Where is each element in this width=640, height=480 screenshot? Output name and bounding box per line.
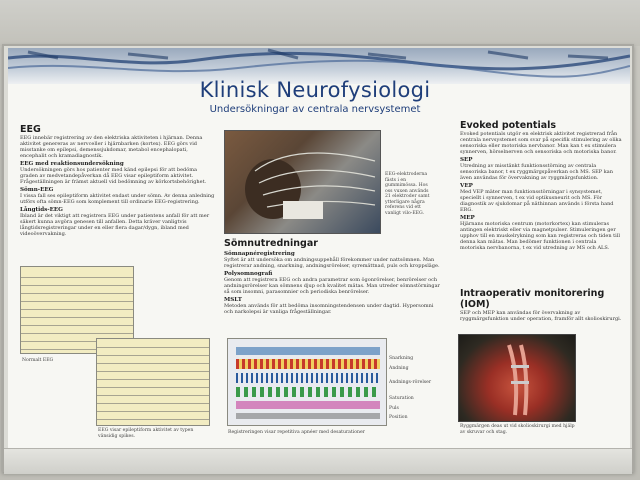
sep-heading: SEP — [460, 157, 473, 163]
middle-column — [224, 238, 440, 336]
frame-bottom-rail — [4, 448, 632, 474]
wall — [0, 0, 640, 46]
sleep-heading: Sömnutredningar — [224, 238, 318, 249]
long-term-eeg-text: Ibland är det viktigt att registrera EEG under patientens anfall för att mer säkert kunna avgöra genesen till anfallen. Detta kräver vanligtvis långtidsregistreringar under en eller flera dagar/dygn, ibland med videoövervakning. — [20, 213, 210, 237]
chart-label-0: Snarkning — [389, 356, 414, 361]
polysomnography-heading: Polysomnografi — [224, 271, 273, 277]
left-column — [20, 124, 215, 264]
chart-label-4: Puls — [389, 406, 399, 411]
vep-heading: VEP — [460, 183, 473, 189]
sep-text: Utredning av misstänkt funktionsstörning av centrala sensoriska banor, t ex ryggmärgspåverkan och MS. SEP kan även användas för övervakning av ryggmärgsfunktion. — [460, 163, 613, 181]
evoked-heading: Evoked potentials — [460, 120, 557, 131]
poster-subtitle: Undersökningar av centrala nervsystemet — [209, 104, 421, 115]
surgery-photo-caption: Ryggmärgen deas ut vid skolioskirurgi med hjälp av skruvar och stag. — [460, 424, 575, 435]
chart-label-5: Position — [389, 415, 408, 420]
iom-heading: Intraoperativ monitorering (IOM) — [460, 288, 605, 310]
iom-section — [460, 288, 622, 332]
sleep-eeg-heading: Sömn-EEG — [20, 187, 54, 193]
mep-text: Hjärnans motoriska centrum (motorkortex) kan stimuleras antingen elektriskt eller via magnetpulser. Stimuleringen ger upphov till en muskelrykning som kan registreras och tiden till denna kan mätas. Man bedömer funktionen i centrala motoriska nervbanorna, t ex vid utredning av MS och ALS. — [460, 221, 620, 251]
mslt-text: Metoden används för att bedöma insomningstendensen under dagtid. Hypersomni och narkolepsi är vanliga frågeställningar. — [224, 303, 434, 315]
polysomnography-text: Genom att registrera EEG och andra parametrar som ögonrörelser, benrörelser och andningsrörelser kan sömnens djup och kvalitet mätas. Man utreder sömnstörningar så som insomni, parasomnier och periodiska benrörelser. — [224, 277, 440, 295]
sleep-chart-caption: Registreringen visar repetitiva apnéer med desaturationer — [228, 430, 365, 435]
spike-eeg-figure — [96, 338, 210, 426]
chart-label-3: Saturation — [389, 396, 414, 401]
iom-text: SEP och MEP kan användas för övervakning av ryggmärgsfunktion under operation, framför allt skolioskirurgi. — [460, 310, 622, 322]
sleep-eeg-text: I vissa fall ses epileptiform aktivitet endast under sömn. Av denna anledning utförs ofta sömn-EEG som komplement till ordinarie EEG-registrering. — [20, 193, 215, 205]
spike-eeg-caption: EEG visar epileptiform aktivitet av typen vänsidig spikes. — [98, 428, 194, 439]
eeg-cap-photo — [224, 130, 381, 234]
eeg-reaction-heading: EEG med reaktionsundersökning — [20, 161, 124, 167]
mep-heading: MEP — [460, 215, 475, 221]
long-term-eeg-heading: Långtids-EEG — [20, 207, 63, 213]
normal-eeg-caption: Normalt EEG — [22, 358, 54, 363]
vep-text: Med VEP mäter man funktionsstörningar i synsystemet, speciellt i synnerven, t ex vid optikusneurit och MS. För diagnostik av sjukdomar på näthinnan används i första hand ERG. — [460, 189, 614, 213]
eeg-heading: EEG — [20, 124, 41, 135]
surgery-photo — [458, 334, 576, 422]
evoked-text: Evoked potentials utgör en elektrisk aktivitet registrerad från centrala nervsystemet som svar på specifik stimulering av olika sensoriska eller motoriska nervbanor. Man kan t ex stimulera synnerven, hörselnerven och sensoriska och motoriska banor. — [460, 131, 622, 155]
sleep-apnea-text: Syftet är att undersöka om andningsuppehåll förekommer under nattsömnen. Man registrerar andning, snarkning, andningsrörelser, syremättnad, puls och kroppsläge. — [224, 257, 440, 269]
chart-label-1: Andning — [389, 366, 409, 371]
poster-title: Klinisk Neurofysiologi — [199, 78, 431, 102]
sleep-apnea-heading: Sömnapnéregistrering — [224, 251, 295, 257]
right-column — [460, 120, 622, 284]
eeg-photo-caption: EEG-elektroderna fästs i en gummimössa. Hos oss vuxen används 21 elektroder samt ytterligare några referens vid ett vanligt vilo-EEG. — [385, 172, 430, 216]
mslt-heading: MSLT — [224, 297, 242, 303]
chart-label-2: Andnings-rörelser — [389, 380, 432, 385]
sleep-recording-figure — [227, 338, 387, 426]
eeg-reaction-text: Undersökningen görs hos patienter med känd epilepsi för att bedöma graden av medvetandepåverkan då EEG visar epileptiform aktivitet. Frågeställningen är främst aktuell vid bedömning av körkortsbehörighet. — [20, 167, 207, 185]
eeg-text: EEG innebär registrering av den elektriska aktiviteten i hjärnan. Denna aktivitet genereras av nervceller i hjärnbarken (kortex). EEG görs vid misstanke om epilepsi, demenssjukdomar, metabol encephalopati, encephalit och kramadiagnostik. — [20, 135, 203, 159]
